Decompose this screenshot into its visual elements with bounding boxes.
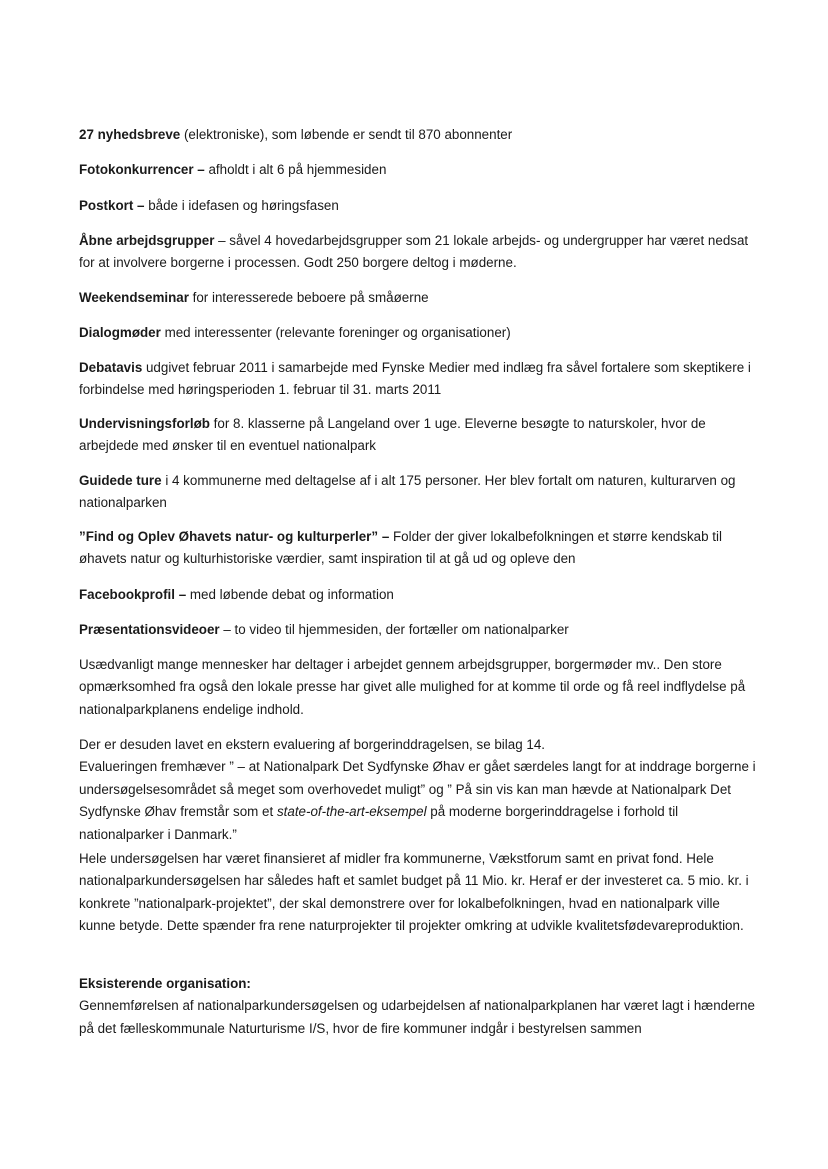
finance-paragraph: Hele undersøgelsen har været finansieret af midler fra kommunerne, Vækstforum samt en privat fond. Hele nationalparkundersøgelsen har således haft et samlet budget på 11 Mio. kr. Heraf er der investeret ca. 5 mio. kr. i konkrete ”nationalpark-projektet”, der skal demonstrere over for lokalbefolkningen, hvad en nationalpark ville kunne betyde. Dette spænder fra rene naturprojekter til projekter omkring at udvikle kvalitetsfødevareproduktion. [79, 851, 749, 934]
list-item: Postkort – både i idefasen og høringsfasen [79, 198, 339, 213]
section-heading: Eksisterende organisation: [79, 976, 251, 991]
list-item: Undervisningsforløb for 8. klasserne på Langeland over 1 uge. Eleverne besøgte to naturskoler, hvor de arbejdede med ønsker til en eventuel nationalpark [79, 416, 706, 454]
list-item: Weekendseminar for interesserede beboere på småøerne [79, 290, 429, 305]
organisation-text: Gennemførelsen af nationalparkundersøgelsen og udarbejdelsen af nationalparkplanen har været lagt i hænderne på det fælleskommunale Naturturisme I/S, hvor de fire kommuner indgår i bestyrelsen sammen [79, 998, 755, 1036]
list-item: 27 nyhedsbreve (elektroniske), som løbende er sendt til 870 abonnenter [79, 127, 513, 142]
list-item: Præsentationsvideoer – to video til hjemmesiden, der fortæller om nationalparker [79, 622, 569, 637]
list-item: Fotokonkurrencer – afholdt i alt 6 på hjemmesiden [79, 162, 387, 177]
list-item: Guidede ture i 4 kommunerne med deltagelse af i alt 175 personer. Her blev fortalt om naturen, kulturarven og nationalparken [79, 473, 736, 511]
evaluation-paragraph [79, 734, 759, 846]
list-item: Dialogmøder med interessenter (relevante foreninger og organisationer) [79, 325, 511, 340]
list-item: Åbne arbejdsgrupper – såvel 4 hovedarbejdsgrupper som 21 lokale arbejds- og undergrupper har været nedsat for at involvere borgerne i processen. Godt 250 borgere deltog i møderne. [79, 233, 749, 271]
organisation-section [79, 973, 759, 1040]
participation-paragraph: Usædvanligt mange mennesker har deltager i arbejdet gennem arbejdsgrupper, borgermøder mv.. Den store opmærksomhed fra også den lokale presse har givet alle mulighed for at komme til orde og få reel indflydelse på nationalparkplanens endelige indhold. [79, 657, 746, 717]
list-item: Debatavis udgivet februar 2011 i samarbejde med Fynske Medier med indlæg fra såvel fortalere som skeptikere i forbindelse med høringsperioden 1. februar til 31. marts 2011 [79, 360, 751, 398]
list-item: Facebookprofil – med løbende debat og information [79, 587, 394, 602]
evaluation-intro: Der er desuden lavet en ekstern evaluering af borgerinddragelsen, se bilag 14. [79, 737, 545, 752]
list-item: ”Find og Oplev Øhavets natur- og kulturperler” – Folder der giver lokalbefolkningen et større kendskab til øhavets natur og kulturhistoriske værdier, samt inspiration til at gå ud og opleve den [79, 529, 722, 567]
evaluation-quote: Evalueringen fremhæver ” – at Nationalpark Det Sydfynske Øhav er gået særdeles langt for at inddrage borgerne i undersøgelsesområdet så meget som overhovedet muligt” og ” På sin vis kan man hævde at Nationalpark Det Sydfynske Øhav fremstår som et state-of-the-art-eksempel på moderne borgerinddragelse i forhold til nationalparker i Danmark.” [79, 759, 756, 842]
